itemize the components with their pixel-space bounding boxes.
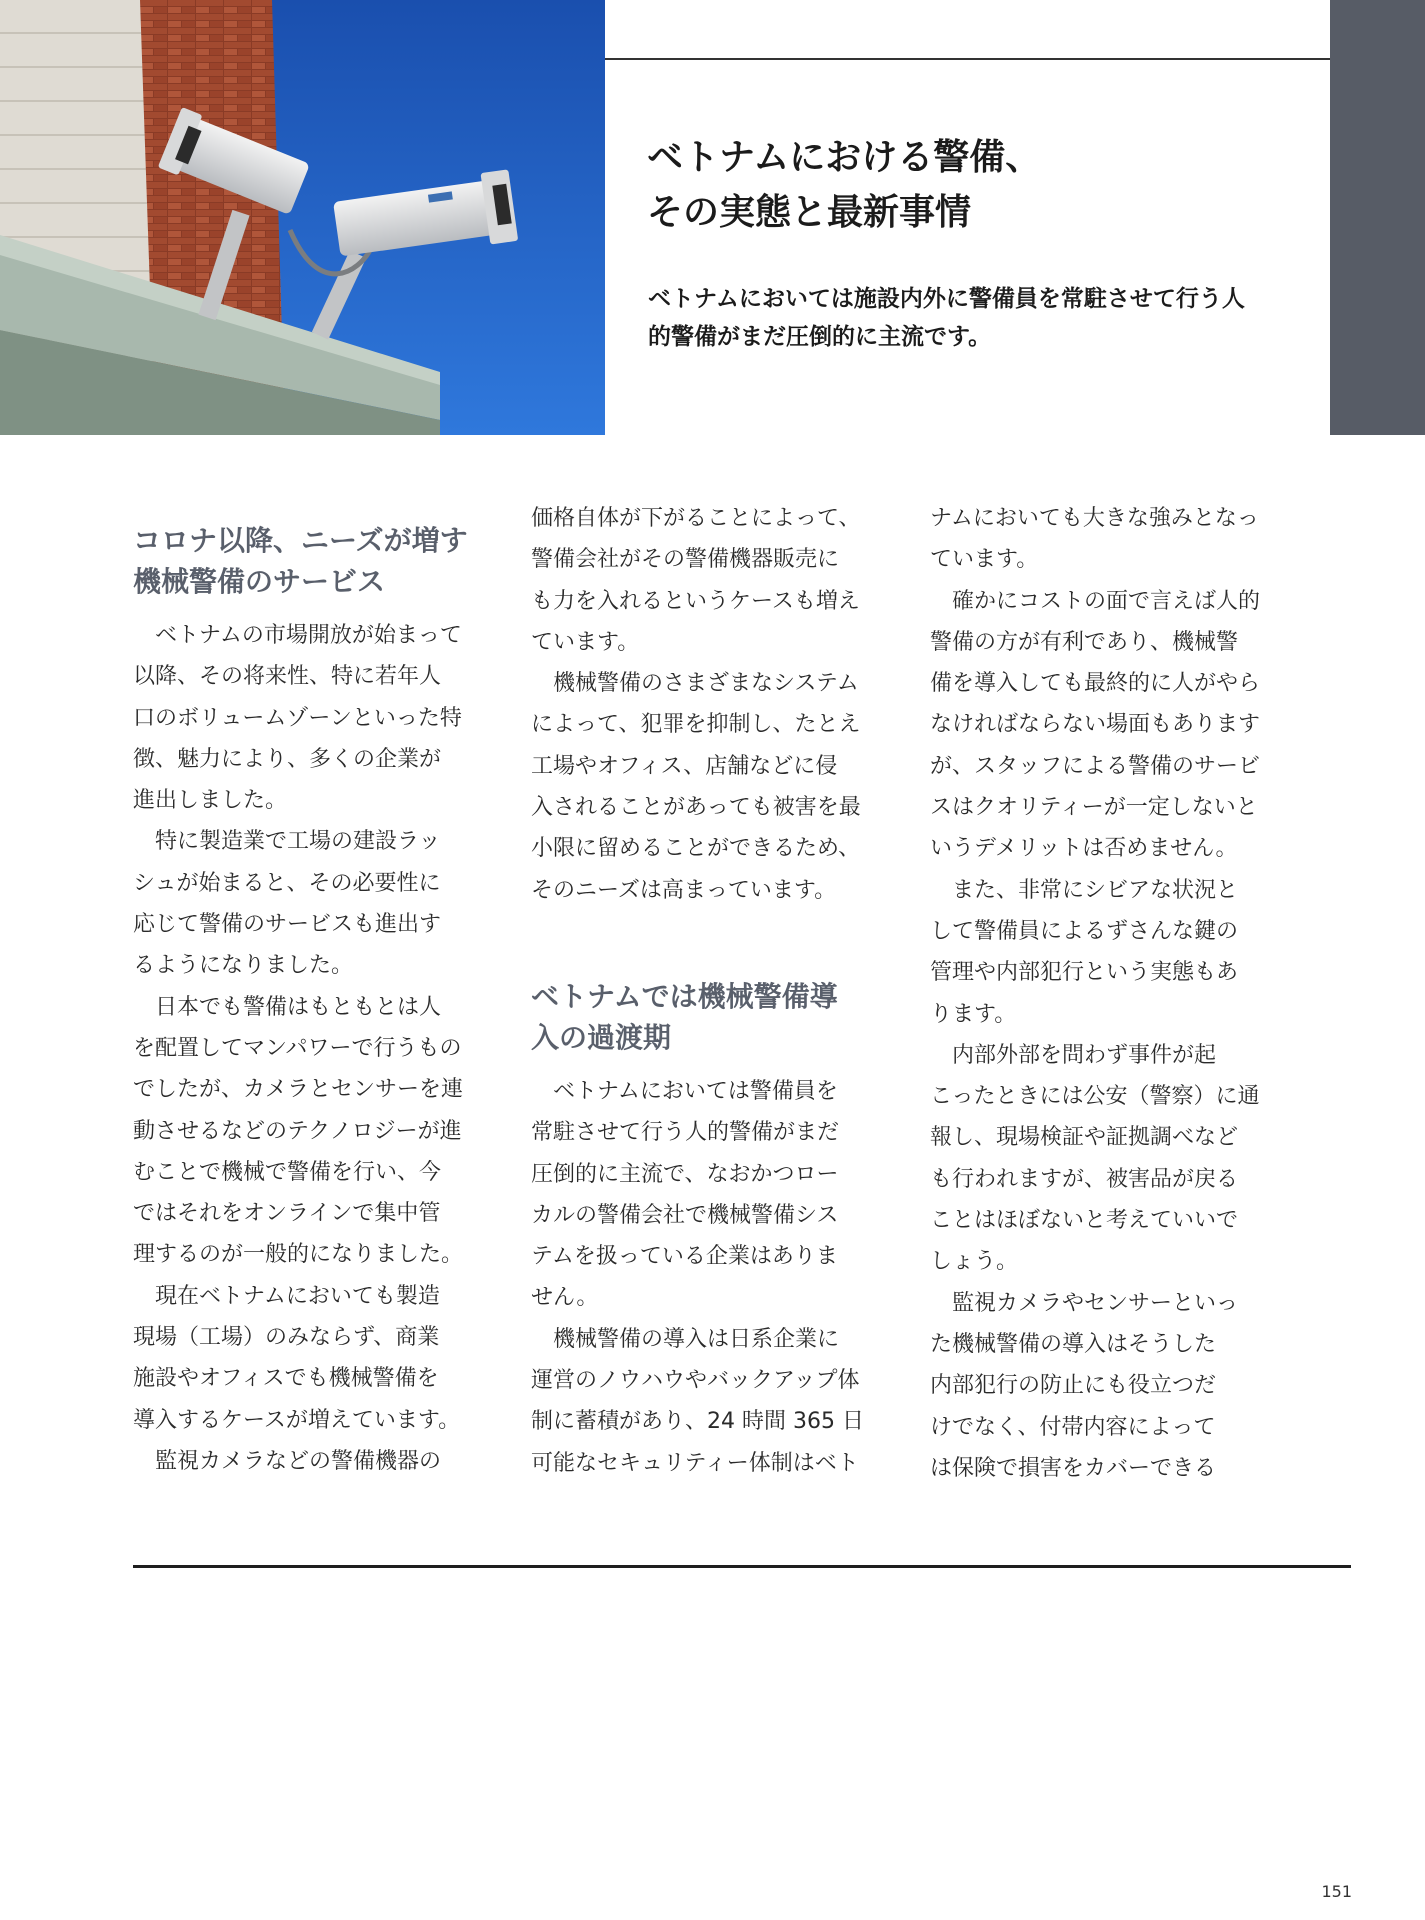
body-line: 備を導入しても最終的に人がやら xyxy=(930,671,1261,697)
body-line: 管理や内部犯行という実態もあ xyxy=(930,960,1239,986)
page-number: 151 xyxy=(1321,1882,1352,1901)
text-column-1 xyxy=(133,498,493,1482)
body-line: でしたが、カメラとセンサーを連 xyxy=(133,1077,464,1103)
text-column-2 xyxy=(531,498,891,1484)
body-line: 価格自体が下がることによって、 xyxy=(531,506,861,531)
body-line: テムを扱っている企業はありま xyxy=(531,1244,838,1270)
body-line: 監視カメラなどの警備機器の xyxy=(155,1448,442,1474)
body-line: 警備会社がその警備機器販売に xyxy=(531,547,840,573)
body-line: 理するのが一般的になりました。 xyxy=(133,1242,464,1268)
body-line: せん。 xyxy=(531,1285,599,1311)
body-line: 特に製造業で工場の建設ラッ xyxy=(155,829,441,855)
body-line: も行われますが、被害品が戻る xyxy=(930,1166,1239,1192)
body-line: むことで機械で警備を行い、今 xyxy=(133,1159,442,1185)
body-line: ります。 xyxy=(930,1001,1017,1027)
body-line: ベトナムにおいては警備員を xyxy=(553,1078,838,1104)
body-line: 確かにコストの面で言えば人的 xyxy=(952,588,1261,614)
body-line: 警備の方が有利であり、機械警 xyxy=(930,629,1239,655)
body-line: 内部犯行の防止にも役立つだ xyxy=(930,1373,1217,1399)
body-line: ベトナムの市場開放が始まって xyxy=(155,623,462,648)
body-line: 機械警備のさまざまなシステム xyxy=(553,671,859,697)
footer-rule xyxy=(133,1565,1351,1568)
body-line: 施設やオフィスでも機械警備を xyxy=(133,1366,439,1392)
title-line: その実態と最新事情 xyxy=(647,192,972,233)
body-line: して警備員によるずさんな鍵の xyxy=(930,918,1239,944)
body-line: 日本でも警備はもともとは人 xyxy=(155,994,442,1020)
body-line: 機械警備の導入は日系企業に xyxy=(553,1326,840,1352)
body-line: そのニーズは高まっています。 xyxy=(531,877,837,903)
body-line: ことはほぼないと考えていいで xyxy=(930,1208,1239,1234)
body-line: スはクオリティーが一定しないと xyxy=(930,795,1258,821)
body-line: シュが始まると、その必要性に xyxy=(133,870,441,896)
body-line: また、非常にシビアな状況と xyxy=(952,877,1239,903)
body-line: 常駐させて行う人的警備がまだ xyxy=(531,1120,840,1146)
body-line: ではそれをオンラインで集中管 xyxy=(133,1201,441,1227)
header-rule xyxy=(605,58,1330,60)
body-line: 動させるなどのテクノロジーが進 xyxy=(133,1118,462,1144)
body-line: 制に蓄積があり、24 時間 365 日 xyxy=(531,1409,864,1435)
lead-line: 的警備がまだ圧倒的に主流です。 xyxy=(648,324,992,350)
body-line: 監視カメラやセンサーといっ xyxy=(952,1290,1239,1316)
body-line: 小限に留めることができるため、 xyxy=(531,836,861,862)
body-line: いうデメリットは否めません。 xyxy=(930,836,1238,862)
lead-line: ベトナムにおいては施設内外に警備員を常駐させて行う人 xyxy=(648,286,1245,312)
body-line: ています。 xyxy=(930,547,1039,573)
body-line: を配置してマンパワーで行うもの xyxy=(133,1035,462,1061)
body-line: 運営のノウハウやバックアップ体 xyxy=(531,1368,860,1394)
body-line: こったときには公安（警察）に通 xyxy=(930,1084,1260,1110)
body-line: 以降、その将来性、特に若年人 xyxy=(133,664,442,690)
body-line: が、スタッフによる警備のサービ xyxy=(930,753,1261,779)
body-line: 報し、現場検証や証拠調べなど xyxy=(930,1125,1239,1151)
body-line: けでなく、付帯内容によって xyxy=(930,1414,1216,1440)
body-line: 導入するケースが増えています。 xyxy=(133,1407,461,1433)
body-line: 圧倒的に主流で、なおかつロー xyxy=(531,1161,839,1187)
section-heading: 機械警備のサービス xyxy=(133,565,386,598)
body-line: も力を入れるというケースも増え xyxy=(531,588,860,614)
body-line: 内部外部を問わず事件が起 xyxy=(952,1042,1217,1068)
body-line: 応じて警備のサービスも進出す xyxy=(133,912,442,938)
body-line: 徴、魅力により、多くの企業が xyxy=(133,746,442,772)
body-line: 入されることがあっても被害を最 xyxy=(531,795,861,821)
body-line: なければならない場面もあります xyxy=(930,712,1261,738)
body-line: ナムにおいても大きな強みとなっ xyxy=(930,506,1259,531)
body-line: は保険で損害をカバーできる xyxy=(930,1455,1217,1481)
body-line: 現在ベトナムにおいても製造 xyxy=(155,1283,440,1309)
body-line: によって、犯罪を抑制し、たとえ xyxy=(531,712,861,738)
body-line: しょう。 xyxy=(930,1249,1019,1275)
security-camera-photo xyxy=(0,0,605,435)
section-heading: 入の過渡期 xyxy=(531,1020,672,1054)
section-heading: ベトナムでは機械警備導 xyxy=(531,979,838,1013)
body-line: 口のボリュームゾーンといった特 xyxy=(133,705,462,731)
body-line: カルの警備会社で機械警備シス xyxy=(531,1202,839,1228)
side-color-band xyxy=(1330,0,1425,435)
body-line: 進出しました。 xyxy=(133,788,288,814)
body-line: 可能なセキュリティー体制はベト xyxy=(531,1450,859,1476)
article-title xyxy=(647,130,1307,240)
body-line: 現場（工場）のみならず、商業 xyxy=(133,1325,440,1351)
title-line: ベトナムにおける警備、 xyxy=(647,137,1042,178)
article-lead xyxy=(648,280,1298,356)
body-line: た機械警備の導入はそうした xyxy=(930,1331,1217,1357)
body-line: 工場やオフィス、店舗などに侵 xyxy=(531,753,838,779)
section-heading: コロナ以降、ニーズが増す xyxy=(133,524,468,557)
body-line: るようになりました。 xyxy=(133,953,354,979)
body-line: ています。 xyxy=(531,629,640,655)
text-column-3 xyxy=(930,498,1290,1489)
